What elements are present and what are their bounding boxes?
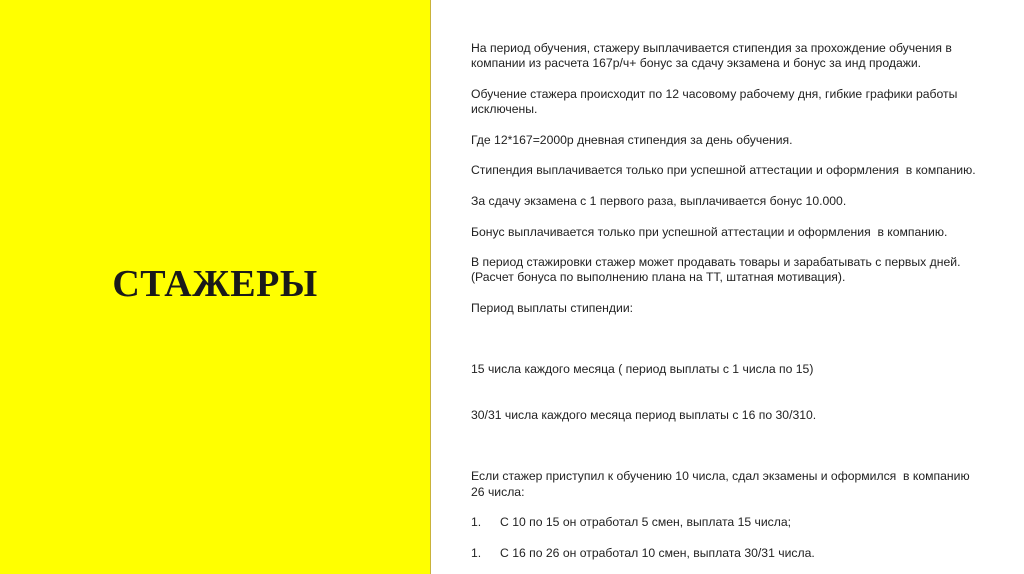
paragraph-exam-bonus: За сдачу экзамена с 1 первого раза, выплачивается бонус 10.000.	[471, 193, 847, 208]
paragraph-stipend-intro: На период обучения, стажеру выплачивается стипендия за прохождение обучения в компании из расчета 167р/ч+ бонус за сдачу экзамена и бонус за инд продажи.	[471, 41, 956, 71]
list-item-number: 1.	[471, 515, 482, 530]
paragraph-example: Если стажер приступил к обучению 10 числа, сдал экзамены и оформился в компанию 26 числа:	[471, 469, 973, 499]
list-item-number: 1.	[471, 545, 482, 560]
paragraph-bonus-condition: Бонус выплачивается только при успешной аттестации и оформления в компанию.	[471, 224, 948, 239]
paragraph-stipend-condition: Стипендия выплачивается только при успешной аттестации и оформления в компанию.	[471, 163, 976, 178]
paragraph-schedule: Обучение стажера происходит по 12 часовому рабочему дня, гибкие графики работы исключены.	[471, 86, 961, 117]
list-item	[471, 515, 981, 530]
list-item-text: С 10 по 15 он отработал 5 смен, выплата 15 числа;	[500, 515, 792, 530]
paragraph-sales: В период стажировки стажер может продавать товары и зарабатывать с первых дней. (Расчет бонуса по выполнению плана на ТТ, штатная мотивация).	[471, 255, 964, 285]
paragraph-payment-periods	[471, 332, 981, 454]
payment-period-line: 15 числа каждого месяца ( период выплаты с 1 числа по 15)	[471, 362, 814, 377]
body-text	[471, 41, 981, 574]
title-panel	[0, 0, 431, 574]
slide-title: СТАЖЕРЫ	[112, 263, 318, 305]
list-item	[471, 546, 981, 561]
paragraph-payment-period-heading: Период выплаты стипендии:	[471, 301, 634, 316]
list-item-text: С 16 по 26 он отработал 10 смен, выплата 30/31 числа.	[500, 545, 815, 560]
payment-period-line: 30/31 числа каждого месяца период выплаты с 16 по 30/310.	[471, 408, 817, 423]
paragraph-daily-stipend: Где 12*167=2000р дневная стипендия за день обучения.	[471, 132, 793, 147]
